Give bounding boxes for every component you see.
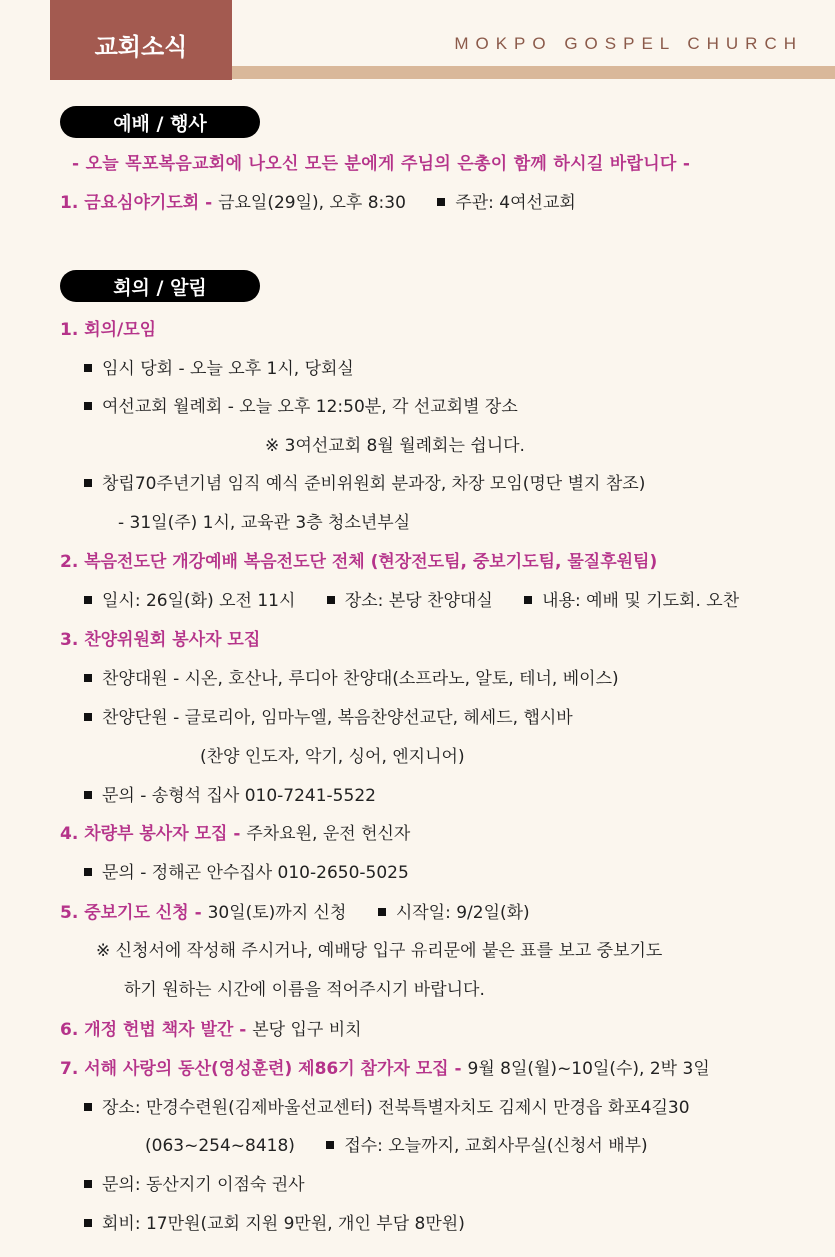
bullet-icon [84, 364, 92, 372]
bullet-icon [524, 596, 532, 604]
section-title-notice-text: 회의 / 알림 [113, 276, 207, 299]
notice-6-sep: - [233, 1020, 253, 1040]
notice-3-label: 3. 찬양위원회 봉사자 모집 [60, 630, 261, 650]
bullet-icon [437, 198, 445, 206]
notice-2-content: 내용: 예배 및 기도회. 오찬 [542, 591, 740, 611]
notice-3-bullet-1-text: 찬양대원 - 시온, 호산나, 루디아 찬양대(소프라노, 알토, 테너, 베이스) [102, 669, 619, 689]
bullet-icon [84, 791, 92, 799]
notice-5-note-1: ※ 신청서에 작성해 주시거나, 예배당 입구 유리문에 붙은 표를 보고 중보기도 [96, 941, 663, 961]
notice-2-label: 2. 복음전도단 개강예배 복음전도단 전체 (현장전도팀, 중보기도팀, 물질후원팀) [60, 552, 658, 572]
worship-item-1-extra: 주관: 4여선교회 [455, 193, 576, 213]
notice-7-sep: - [448, 1059, 468, 1079]
notice-7-bullet-1 [84, 1096, 690, 1120]
notice-7-text: 9월 8일(월)~10일(수), 2박 3일 [467, 1059, 710, 1079]
bullet-icon [84, 1180, 92, 1188]
notice-5-text: 30일(토)까지 신청 [207, 903, 347, 923]
notice-1-bullet-1-text: 임시 당회 - 오늘 오후 1시, 당회실 [102, 359, 354, 379]
notice-3-bullet-2 [84, 706, 573, 730]
notice-1-bullet-2-text: 여선교회 월례회 - 오늘 오후 12:50분, 각 선교회별 장소 [102, 397, 518, 417]
section-title-notice [60, 270, 260, 302]
notice-1-bullet-2 [84, 395, 518, 419]
worship-item-1 [60, 191, 576, 215]
notice-4-sep: - [227, 824, 247, 844]
bullet-icon [326, 1141, 334, 1149]
notice-2-bullet-1 [84, 589, 739, 613]
notice-3-bullet-2-sub: (찬양 인도자, 악기, 싱어, 엔지니어) [200, 747, 465, 767]
notice-4-bullet-1-text: 문의 - 정해곤 안수집사 010-2650-5025 [102, 863, 409, 883]
notice-6 [60, 1018, 362, 1042]
notice-5 [60, 901, 530, 925]
header-title: 교회소식 [94, 32, 188, 61]
notice-7-label: 7. 서해 사랑의 동산(영성훈련) 제86기 참가자 모집 [60, 1059, 449, 1079]
notice-6-label: 6. 개정 헌법 책자 발간 [60, 1020, 234, 1040]
notice-3-bullet-1 [84, 667, 619, 691]
notice-3-bullet-3 [84, 784, 376, 808]
notice-5-label: 5. 중보기도 신청 [60, 903, 189, 923]
notice-7-phone: (063~254~8418) [145, 1136, 295, 1156]
notice-4-text: 주차요원, 운전 헌신자 [246, 824, 411, 844]
bullet-icon [84, 1219, 92, 1227]
notice-7-bullet-3-text: 회비: 17만원(교회 지원 9만원, 개인 부담 8만원) [102, 1214, 465, 1234]
worship-item-1-text: 금요일(29일), 오후 8:30 [218, 193, 406, 213]
notice-4 [60, 822, 410, 846]
bullet-icon [84, 674, 92, 682]
notice-7-bullet-1-text: 장소: 만경수련원(김제바울선교센터) 전북특별자치도 김제시 만경읍 화포4길30 [102, 1098, 690, 1118]
notice-6-text: 본당 입구 비치 [252, 1020, 362, 1040]
notice-2-date: 일시: 26일(화) 오전 11시 [102, 591, 296, 611]
church-brand: MOKPO GOSPEL CHURCH [454, 34, 803, 53]
bullet-icon [84, 868, 92, 876]
worship-item-1-sep: - [199, 193, 219, 213]
notice-1-note: ※ 3여선교회 8월 월례회는 쉽니다. [265, 436, 525, 456]
notice-5-extra: 시작일: 9/2일(화) [395, 903, 530, 923]
bullet-icon [84, 1103, 92, 1111]
bullet-icon [327, 596, 335, 604]
notice-4-bullet-1 [84, 861, 409, 885]
header-tab [50, 0, 232, 80]
notice-7-bullet-1-sub [145, 1134, 648, 1158]
greeting-text: - 오늘 목포복음교회에 나오신 모든 분에게 주님의 은총이 함께 하시길 바랍니다 - [72, 154, 691, 174]
bullet-icon [84, 713, 92, 721]
notice-7-bullet-2-text: 문의: 동산지기 이점숙 권사 [102, 1175, 305, 1195]
notice-4-label: 4. 차량부 봉사자 모집 [60, 824, 228, 844]
notice-7-bullet-3 [84, 1212, 465, 1236]
notice-1-bullet-3 [84, 472, 645, 496]
worship-item-1-label: 1. 금요심야기도회 [60, 193, 200, 213]
notice-7-bullet-2 [84, 1173, 305, 1197]
bullet-icon [84, 479, 92, 487]
notice-1-bullet-1 [84, 357, 354, 381]
bullet-icon [378, 908, 386, 916]
notice-2-place: 장소: 본당 찬양대실 [344, 591, 493, 611]
notice-3-bullet-2-text: 찬양단원 - 글로리아, 임마누엘, 복음찬양선교단, 헤세드, 햅시바 [102, 708, 573, 728]
section-title-worship-text: 예배 / 행사 [113, 112, 207, 135]
notice-5-note-2: 하기 원하는 시간에 이름을 적어주시기 바랍니다. [124, 980, 485, 1000]
notice-1-bullet-3-sub: - 31일(주) 1시, 교육관 3층 청소년부실 [118, 513, 411, 533]
notice-1-bullet-3-text: 창립70주년기념 임직 예식 준비위원회 분과장, 차장 모임(명단 별지 참조) [102, 474, 646, 494]
notice-1-label: 1. 회의/모임 [60, 320, 157, 340]
notice-7-reception: 접수: 오늘까지, 교회사무실(신청서 배부) [344, 1136, 648, 1156]
notice-3-bullet-3-text: 문의 - 송형석 집사 010-7241-5522 [102, 786, 376, 806]
bullet-icon [84, 596, 92, 604]
header-bar [232, 66, 835, 79]
notice-7 [60, 1057, 710, 1081]
section-title-worship [60, 106, 260, 138]
bullet-icon [84, 402, 92, 410]
notice-5-sep: - [188, 903, 208, 923]
